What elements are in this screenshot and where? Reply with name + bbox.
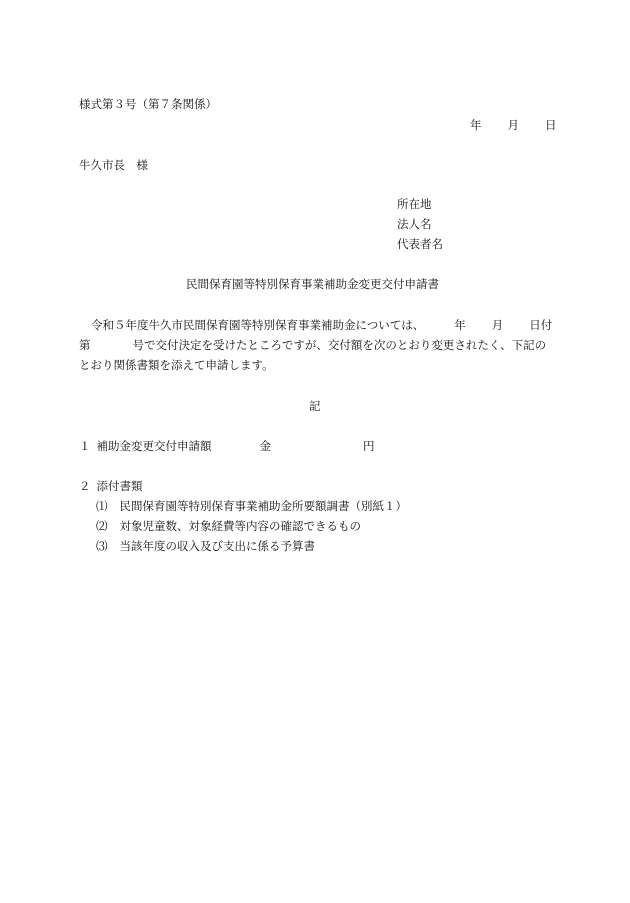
addressee: 牛久市長 様 xyxy=(79,158,148,172)
corporation-label: 法人名 xyxy=(397,217,432,231)
body-line-1 xyxy=(91,317,552,333)
body-line-1-text: 令和５年度牛久市民間保育園等特別保育事業補助金については、 xyxy=(91,318,425,332)
attachment-number: ⑶ xyxy=(96,539,108,553)
body-month: 月 xyxy=(491,318,504,332)
representative-label: 代表者名 xyxy=(397,237,443,251)
attachment-item xyxy=(96,518,361,534)
attachment-text: 対象児童数、対象経費等内容の確認できるもの xyxy=(119,519,361,533)
body-line-3: とおり関係書類を添えて申請します。 xyxy=(79,358,274,372)
attachment-number: ⑴ xyxy=(96,499,108,513)
document-title: 民間保育園等特別保育事業補助金変更交付申請書 xyxy=(186,277,439,291)
item-2 xyxy=(79,478,143,494)
form-label: 様式第３号（第７条関係） xyxy=(79,97,217,111)
body-day: 日付 xyxy=(529,318,553,332)
body-line-2 xyxy=(79,337,546,353)
body-line-2-dai: 第 xyxy=(79,338,91,352)
item-1-yen: 円 xyxy=(363,439,375,453)
item-1-kin: 金 xyxy=(259,439,271,453)
attachment-item xyxy=(96,538,315,554)
date-day: 日 xyxy=(545,118,557,132)
item-2-number: ２ xyxy=(79,479,91,493)
attachment-number: ⑵ xyxy=(96,519,108,533)
attachment-text: 民間保育園等特別保育事業補助金所要額調書（別紙１） xyxy=(119,499,407,513)
item-1-label: 補助金変更交付申請額 xyxy=(96,439,212,453)
location-label: 所在地 xyxy=(397,197,432,211)
date-year: 年 xyxy=(470,118,482,132)
ki-heading: 記 xyxy=(309,399,321,413)
body-line-2-text: 号で交付決定を受けたところですが、交付額を次のとおり変更されたく、下記の xyxy=(132,338,547,352)
item-1-number: １ xyxy=(79,439,91,453)
body-year: 年 xyxy=(454,318,466,332)
attachment-item xyxy=(96,498,407,514)
attachment-text: 当該年度の収入及び支出に係る予算書 xyxy=(119,539,315,553)
date-month: 月 xyxy=(507,118,519,132)
item-1 xyxy=(79,438,375,454)
item-2-label: 添付書類 xyxy=(96,479,143,493)
date-line xyxy=(470,117,557,133)
